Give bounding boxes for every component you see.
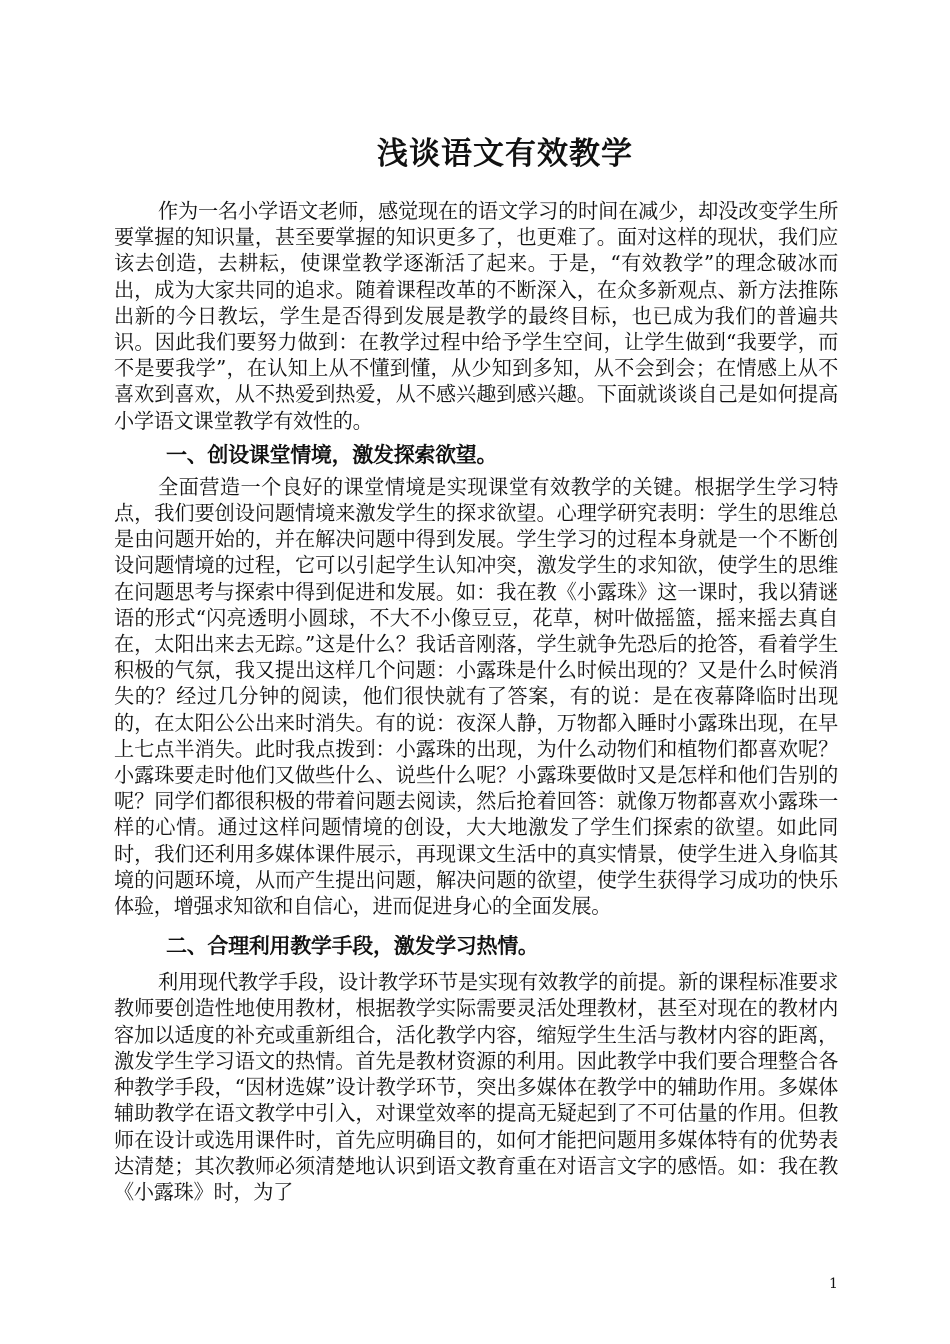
- section-1-heading: 一、创设课堂情境，激发探索欲望。: [166, 442, 498, 467]
- section-2-paragraph: 利用现代教学手段，设计教学环节是实现有效教学的前提。新的课程标准要求教师要创造性地使用教材，根据教学实际需要灵活处理教材，甚至对现在的教材内容加以适度的补充或重新组合，活化教学内容，缩短学生生活与教材内容的距离，激发学生学习语文的热情。首先是教材资源的利用。因此教学中我们要合理整合各种教学手段，“因材选媒”设计教学环节，突出多媒体在教学中的辅助作用。多媒体辅助教学在语文教学中引入，对课堂效率的提高无疑起到了不可估量的作用。但教师在设计或选用课件时，首先应明确目的，如何才能把问题用多媒体特有的优势表达清楚；其次教师必须清楚地认识到语文教育重在对语言文字的感悟。如：我在教《小露珠》时，为了: [114, 970, 838, 1204]
- section-1-paragraph: 全面营造一个良好的课堂情境是实现课堂有效教学的关键。根据学生学习特点，我们要创设问题情境来激发学生的探求欲望。心理学研究表明：学生的思维总是由问题开始的，并在解决问题中得到发展。学生学习的过程本身就是一个不断创设问题情境的过程，它可以引起学生认知冲突，激发学生的求知欲，使学生的思维在问题思考与探索中得到促进和发展。如：我在教《小露珠》这一课时，我以猜谜语的形式“闪亮透明小圆球，不大不小像豆豆，花草，树叶做摇篮，摇来摇去真自在，太阳出来去无踪。”这是什么？我话音刚落，学生就争先恐后的抢答，看着学生积极的气氛，我又提出这样几个问题：小露珠是什么时候出现的？又是什么时候消失的？经过几分钟的阅读，他们很快就有了答案，有的说：是在夜幕降临时出现的，在太阳公公出来时消失。有的说：夜深人静，万物都入睡时小露珠出现，在早上七点半消失。此时我点拨到：小露珠的出现，为什么动物们和植物们都喜欢呢？小露珠要走时他们又做些什么、说些什么呢？小露珠要做时又是怎样和他们告别的呢？同学们都很积极的带着问题去阅读，然后抢着回答：就像万物都喜欢小露珠一样的心情。通过这样问题情境的创设，大大地激发了学生们探索的欲望。如此同时，我们还利用多媒体课件展示，再现课文生活中的真实情景，使学生进入身临其境的问题环境，从而产生提出问题，解决问题的欲望，使学生获得学习成功的快乐体验，增强求知欲和自信心，进而促进身心的全面发展。: [114, 474, 838, 919]
- document-body: [114, 198, 838, 1205]
- section-2-heading: 二、合理利用教学手段，激发学习热情。: [166, 934, 539, 959]
- document-title: 浅谈语文有效教学: [377, 136, 633, 172]
- page-number: 1: [829, 1276, 838, 1292]
- intro-paragraph: 作为一名小学语文老师，感觉现在的语文学习的时间在减少，却没改变学生所要掌握的知识量，甚至要掌握的知识更多了，也更难了。面对这样的现状，我们应该去创造，去耕耘，使课堂教学逐渐活了起来。于是，“有效教学”的理念破冰而出，成为大家共同的追求。随着课程改革的不断深入，在众多新观点、新方法推陈出新的今日教坛，学生是否得到发展是教学的最终目标，也已成为我们的普遍共识。因此我们要努力做到：在教学过程中给予学生空间，让学生做到“我要学，而不是要我学”，在认知上从不懂到懂，从少知到多知，从不会到会；在情感上从不喜欢到喜欢，从不热爱到热爱，从不感兴趣到感兴趣。下面就谈谈自己是如何提高小学语文课堂教学有效性的。: [114, 199, 838, 433]
